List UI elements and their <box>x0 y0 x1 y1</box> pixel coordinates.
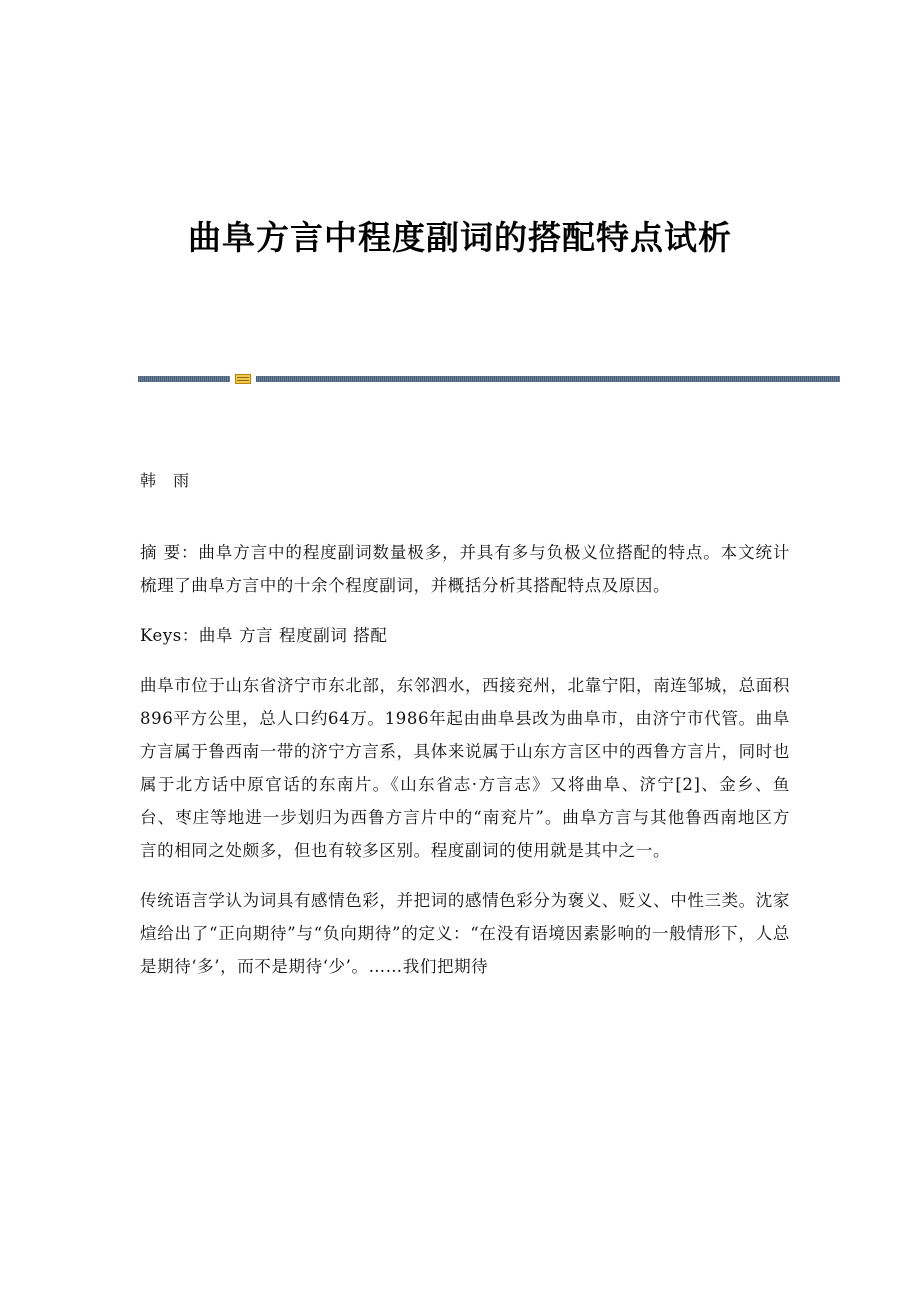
body-paragraph: 曲阜市位于山东省济宁市东北部，东邻泗水，西接兖州，北靠宁阳，南连邹城，总面积896平方公里，总人口约64万。1986年起由曲阜县改为曲阜市，由济宁市代管。曲阜方言属于鲁西南一带的济宁方言系，具体来说属于山东方言区中的西鲁方言片，同时也属于北方话中原官话的东南片。《山东省志·方言志》又将曲阜、济宁[2]、金乡、鱼台、枣庄等地进一步划归为西鲁方言片中的“南兖片”。曲阜方言与其他鲁西南地区方言的相同之处颇多，但也有较多区别。程度副词的使用就是其中之一。 <box>140 676 790 860</box>
keywords-line: Keys：曲阜 方言 程度副词 搭配 <box>140 626 388 645</box>
author-name: 韩 雨 <box>140 471 196 490</box>
document-title: 曲阜方言中程度副词的搭配特点试析 <box>188 218 732 257</box>
document-body <box>140 466 790 1000</box>
divider-bar-right <box>256 376 840 382</box>
divider-bar-left <box>138 376 230 382</box>
title-divider <box>138 374 840 384</box>
abstract-paragraph: 摘 要：曲阜方言中的程度副词数量极多，并具有多与负极义位搭配的特点。本文统计梳理了曲阜方言中的十余个程度副词，并概括分析其搭配特点及原因。 <box>140 543 790 595</box>
divider-emblem-icon <box>235 374 251 384</box>
body-paragraph: 传统语言学认为词具有感情色彩，并把词的感情色彩分为褒义、贬义、中性三类。沈家煊给出了“正向期待”与“负向期待”的定义：“在没有语境因素影响的一般情形下，人总是期待‘多’，而不是期待‘少’。……我们把期待 <box>140 891 790 976</box>
